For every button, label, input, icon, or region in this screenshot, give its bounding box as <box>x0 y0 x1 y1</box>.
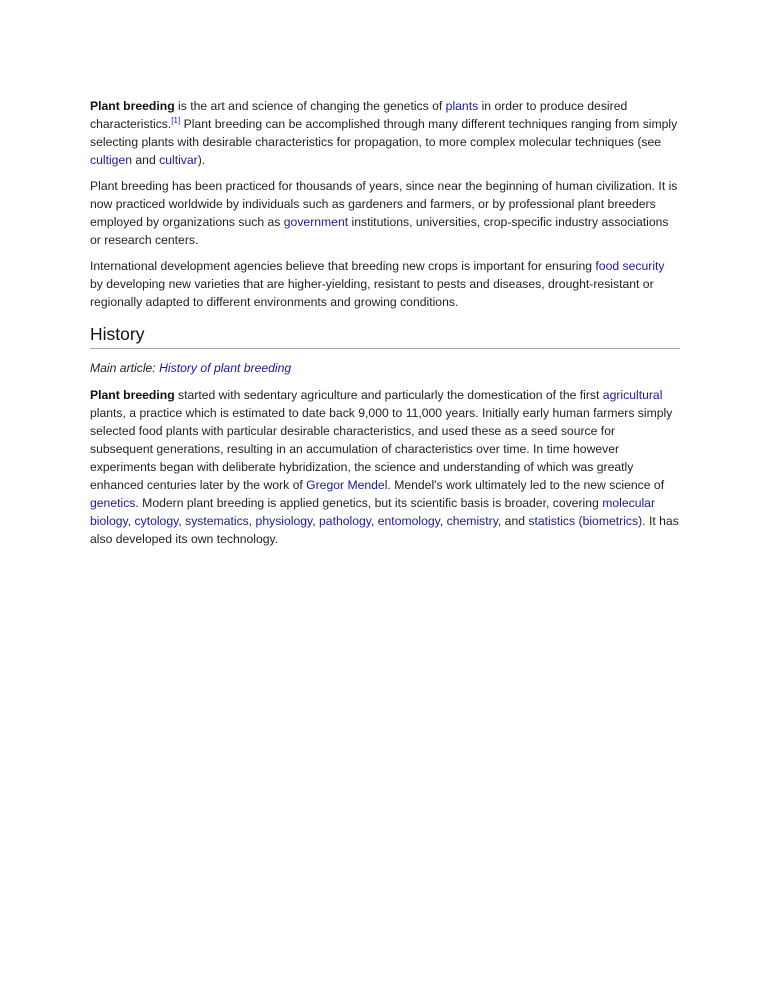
link-biometrics[interactable]: (biometrics) <box>578 514 643 528</box>
text-span: , <box>439 514 447 528</box>
intro-paragraph-1 <box>90 97 680 169</box>
link-gregor-mendel[interactable]: Gregor Mendel <box>306 478 388 492</box>
text-span: started with sedentary agriculture and particularly the domestication of the first <box>174 388 603 402</box>
link-entomology[interactable]: entomology <box>377 514 440 528</box>
link-physiology[interactable]: physiology <box>255 514 313 528</box>
hatnote-main-article <box>90 359 680 377</box>
article-body <box>90 97 680 556</box>
link-history-of-plant-breeding[interactable]: History of plant breeding <box>159 361 292 375</box>
term-plant-breeding: Plant breeding <box>90 388 175 402</box>
link-food-security[interactable]: food security <box>595 259 665 273</box>
link-plants[interactable]: plants <box>445 99 479 113</box>
link-systematics[interactable]: systematics <box>185 514 249 528</box>
text-span: . It has also developed its own technology. <box>90 514 679 546</box>
text-span: institutions, universities, crop-specific industry associations or research centers. <box>90 215 669 247</box>
link-chemistry[interactable]: chemistry <box>446 514 498 528</box>
text-span: ). <box>197 153 206 167</box>
text-span: , and <box>497 514 529 528</box>
text-span: . Modern plant breeding is applied genetics, but its scientific basis is broader, covering <box>135 496 603 510</box>
term-plant-breeding: Plant breeding <box>90 99 175 113</box>
text-span: and <box>132 153 160 167</box>
text-span: , <box>312 514 320 528</box>
link-cultivar[interactable]: cultivar <box>159 153 198 167</box>
text-span: Plant breeding can be accomplished through many different techniques ranging from simply selecting plants with desirable characteristics for propagation, to more complex molecular techniques (see <box>90 117 678 149</box>
text-span: by developing new varieties that are higher-yielding, resistant to pests and diseases, drought-resistant or regionally adapted to different environments and growing conditions. <box>90 277 654 309</box>
text-span: Plant breeding has been practiced for thousands of years, since near the beginning of human civilization. It is now practiced worldwide by individuals such as gardeners and farmers, or by professional plant breeders employed by organizations such as <box>90 179 678 229</box>
link-genetics[interactable]: genetics <box>90 496 136 510</box>
text-span: , <box>127 514 135 528</box>
history-paragraph-1 <box>90 386 680 548</box>
text-span: plants, a practice which is estimated to date back 9,000 to 11,000 years. Initially early human farmers simply selected food plants with particular desirable characteristics, and used these as a seed source for subsequent generations, resulting in an accumulation of characteristics over time. In time however experiments began with deliberate hybridization, the science and understanding of which was greatly enhanced centuries later by the work of <box>90 406 673 492</box>
link-molecular-biology[interactable]: molecular biology <box>90 496 656 528</box>
text-span: , <box>370 514 378 528</box>
link-pathology[interactable]: pathology <box>319 514 371 528</box>
link-cultigen[interactable]: cultigen <box>90 153 133 167</box>
text-span: International development agencies believe that breeding new crops is important for ensuring <box>90 259 596 273</box>
hatnote-prefix: Main article: <box>90 361 160 375</box>
intro-paragraph-3 <box>90 257 680 311</box>
reference-1[interactable]: [1] <box>171 115 181 125</box>
link-government[interactable]: government <box>283 215 349 229</box>
intro-paragraph-2 <box>90 177 680 249</box>
text-span: is the art and science of changing the genetics of <box>174 99 446 113</box>
text-span: , <box>248 514 256 528</box>
text-span: , <box>178 514 186 528</box>
link-statistics[interactable]: statistics <box>528 514 576 528</box>
text-span: in order to produce desired characteristics. <box>90 99 628 131</box>
link-cytology[interactable]: cytology <box>134 514 179 528</box>
text-span: . Mendel's work ultimately led to the new science of <box>387 478 665 492</box>
section-heading-history: History <box>90 322 680 349</box>
link-agricultural[interactable]: agricultural <box>602 388 663 402</box>
